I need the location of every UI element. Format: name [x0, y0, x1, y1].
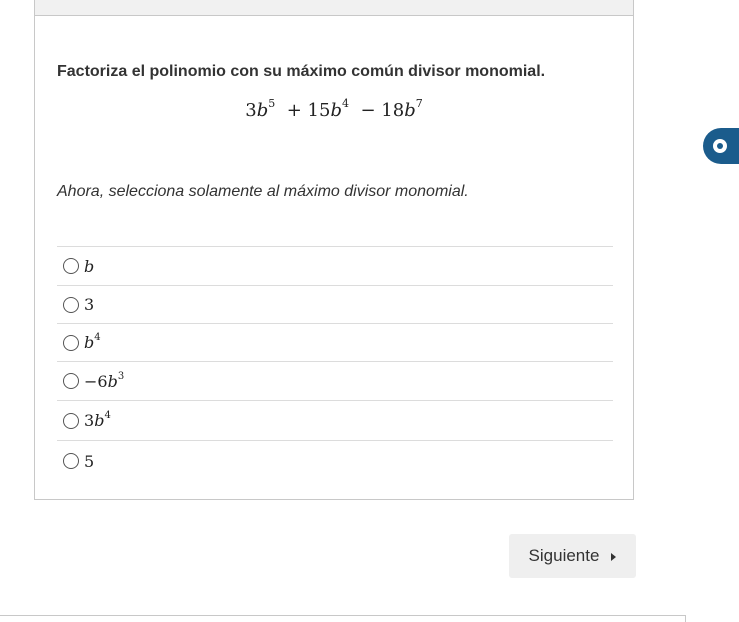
radio-button[interactable]	[63, 258, 79, 274]
radio-button[interactable]	[63, 297, 79, 313]
option-label: 5	[84, 451, 95, 471]
play-triangle-icon	[611, 553, 616, 561]
next-button-label: Siguiente	[528, 546, 600, 565]
option-label: b	[84, 256, 95, 276]
term-3: − $18b^7$	[360, 97, 423, 121]
option-5[interactable]	[57, 441, 613, 481]
card-header	[35, 0, 633, 16]
option-label: $3b^4$	[84, 410, 111, 430]
side-chat-tab[interactable]	[703, 128, 739, 164]
option-b[interactable]	[57, 247, 613, 286]
selection-prompt: Ahora, selecciona solamente al máximo divisor monomial.	[57, 183, 469, 200]
radio-button[interactable]	[63, 373, 79, 389]
radio-button[interactable]	[63, 335, 79, 351]
next-button[interactable]	[509, 534, 636, 578]
answer-options	[57, 246, 613, 481]
option-3[interactable]	[57, 286, 613, 324]
option-b4[interactable]	[57, 324, 613, 362]
question-card	[34, 0, 634, 500]
term-2: + $15b^4$	[286, 97, 349, 121]
term-1: $3b^5$	[245, 97, 276, 121]
question-instruction: Factoriza el polinomio con su máximo común divisor monomial.	[57, 63, 546, 80]
radio-button[interactable]	[63, 453, 79, 469]
option-label: $-6b^3$	[84, 370, 125, 391]
option-neg6b3[interactable]	[57, 362, 613, 401]
option-label: $b^4$	[84, 332, 101, 352]
footer-divider	[0, 615, 686, 616]
option-3b4[interactable]	[57, 401, 613, 441]
chat-icon	[713, 139, 727, 153]
option-label: 3	[84, 295, 95, 314]
radio-button[interactable]	[63, 413, 79, 429]
footer-divider-end	[685, 615, 686, 622]
polynomial-expression	[35, 97, 633, 121]
